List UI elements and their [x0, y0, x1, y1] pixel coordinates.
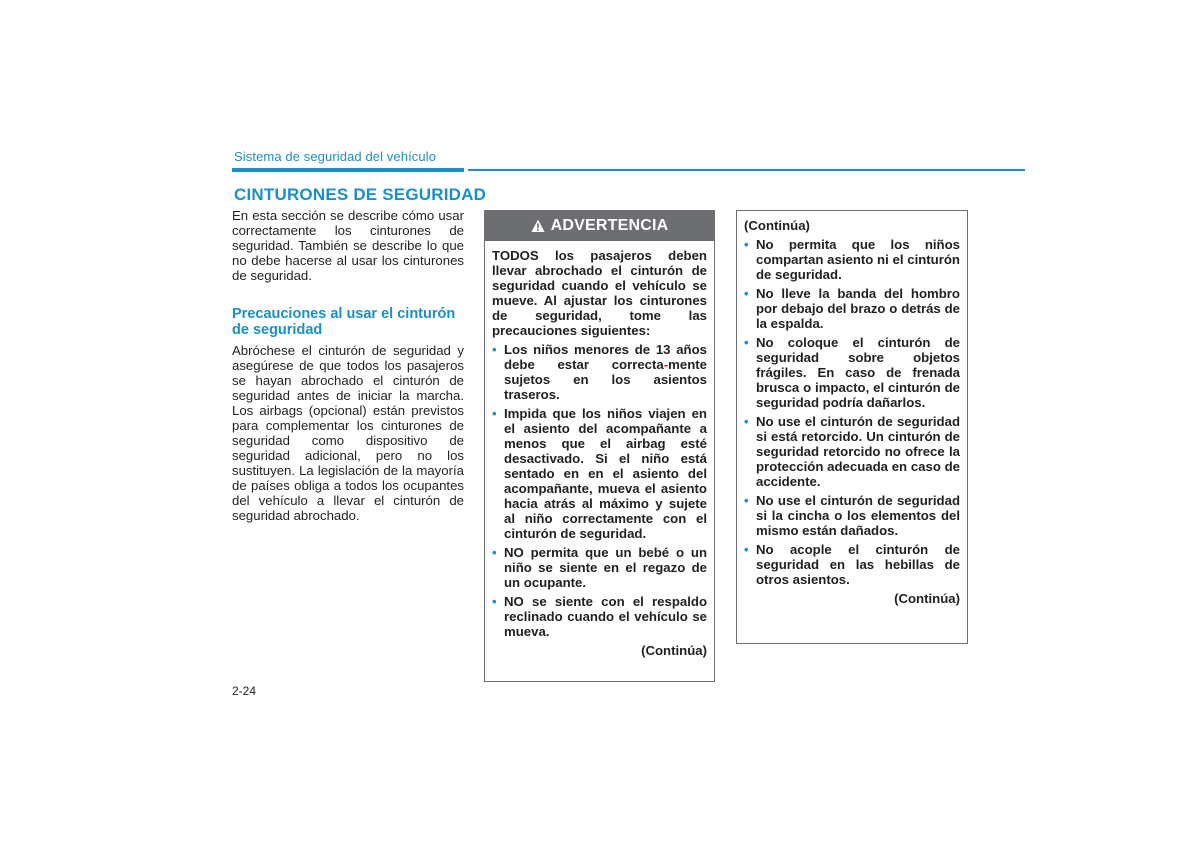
list-item: • NO permita que un bebé o un niño se siente en el regazo de un ocupante.: [492, 545, 707, 590]
subheading: Precauciones al usar el cinturón de seguridad: [232, 306, 456, 338]
header-rule: [468, 169, 1025, 171]
continues-label: (Continúa): [641, 643, 707, 658]
warning-box: [484, 210, 715, 682]
warning-body: [485, 248, 714, 658]
continued-body: [737, 218, 967, 606]
section-title: CINTURONES DE SEGURIDAD: [234, 185, 487, 204]
list-item: • Los niños menores de 13 años debe estar correcta-mente sujetos en los asientos traseros.: [492, 342, 707, 402]
hyphen-mark: -: [663, 357, 669, 372]
warning-label: ADVERTENCIA: [550, 217, 669, 234]
continued-list: [744, 237, 960, 587]
header-rule-accent: [232, 168, 464, 172]
continues-label: (Continúa): [894, 591, 960, 606]
list-item: • NO se siente con el respaldo reclinado cuando el vehículo se mueva.: [492, 594, 707, 639]
list-item: • Impida que los niños viajen en el asiento del acompañante a menos que el airbag esté desactivado. Si el niño está sentado en en el asiento del acompañante, mueva el asiento hacia atrás al máximo y sujete al niño correctamente con el cinturón de seguridad.: [492, 406, 707, 541]
intro-paragraph: En esta sección se describe cómo usar correctamente los cinturones de seguridad. También se describe lo que no debe hacerse al usar los cinturones de seguridad.: [232, 208, 464, 283]
list-item: • No acople el cinturón de seguridad en las hebillas de otros asientos.: [744, 542, 960, 587]
warning-intro: TODOS los pasajeros deben llevar abrochado el cinturón de seguridad cuando el vehículo se mueve. Al ajustar los cinturones de seguridad, tome las precauciones siguientes:: [492, 248, 707, 338]
body-paragraph: Abróchese el cinturón de seguridad y asegúrese de que todos los pasajeros se hayan abrochado el cinturón de seguridad antes de iniciar la marcha. Los airbags (opcional) están previstos para complementar los cinturones de seguridad como dispositivo de seguridad adicional, pero no los sustituyen. La legislación de la mayoría de países obliga a todos los ocupantes del vehículo a llevar el cinturón de seguridad abrochado.: [232, 343, 464, 523]
continued-top-label: (Continúa): [744, 218, 810, 233]
list-item: • No permita que los niños compartan asiento ni el cinturón de seguridad.: [744, 237, 960, 282]
warning-triangle-icon: [531, 219, 545, 233]
list-item: • No use el cinturón de seguridad si está retorcido. Un cinturón de seguridad retorcido no ofrece la protección adecuada en caso de accidente.: [744, 414, 960, 489]
continued-warning-box: [736, 210, 968, 644]
warning-header: [485, 211, 714, 241]
list-item: • No coloque el cinturón de seguridad sobre objetos frágiles. En caso de frenada brusca o impacto, el cinturón de seguridad podría dañarlos.: [744, 335, 960, 410]
header-section-name: Sistema de seguridad del vehículo: [234, 149, 437, 164]
warning-list: [492, 342, 707, 639]
page-number: 2-24: [232, 684, 257, 698]
list-item: • No lleve la banda del hombro por debajo del brazo o detrás de la espalda.: [744, 286, 960, 331]
list-item: • No use el cinturón de seguridad si la cincha o los elementos del mismo están dañados.: [744, 493, 960, 538]
